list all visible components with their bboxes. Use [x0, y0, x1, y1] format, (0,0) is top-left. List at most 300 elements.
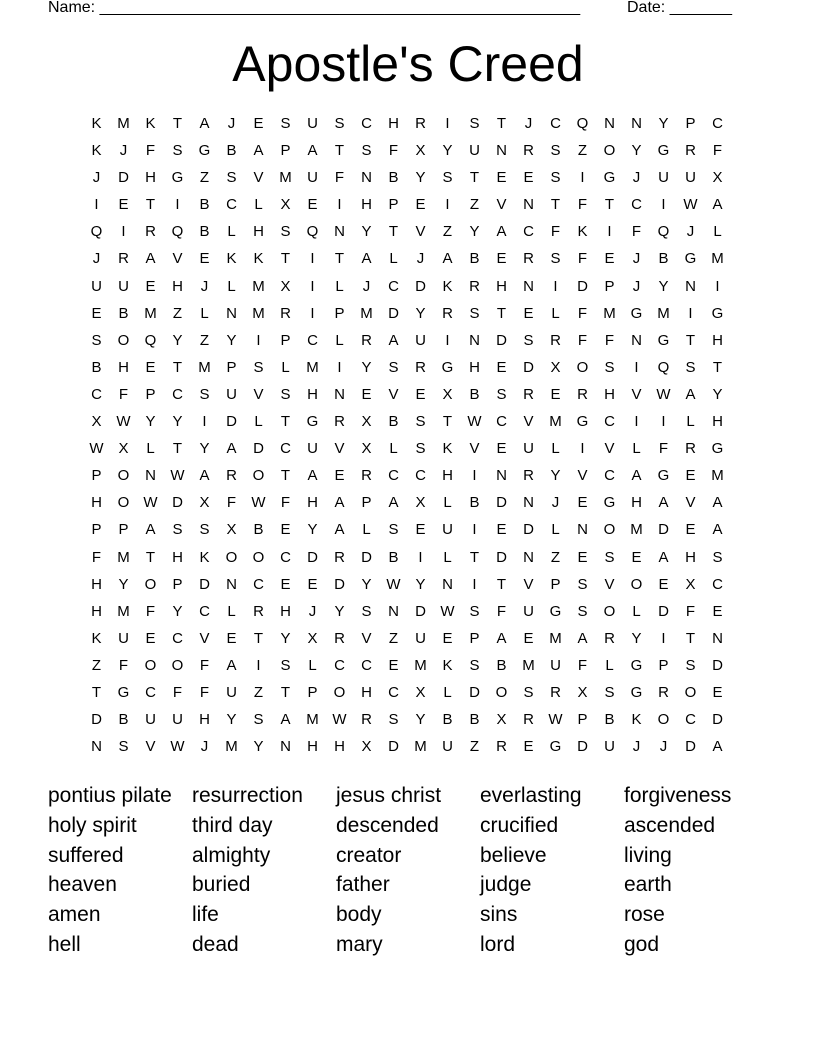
grid-letter[interactable]: E: [280, 575, 291, 593]
grid-letter[interactable]: P: [334, 304, 345, 322]
grid-letter[interactable]: R: [577, 385, 588, 403]
grid-letter[interactable]: R: [685, 440, 696, 458]
grid-letter[interactable]: S: [550, 142, 561, 160]
grid-letter[interactable]: I: [715, 277, 720, 295]
grid-letter[interactable]: X: [577, 683, 588, 701]
grid-letter[interactable]: K: [631, 711, 642, 729]
grid-letter[interactable]: K: [199, 548, 210, 566]
grid-letter[interactable]: I: [202, 413, 207, 431]
grid-letter[interactable]: W: [683, 196, 698, 214]
grid-letter[interactable]: E: [685, 467, 696, 485]
grid-letter[interactable]: Y: [550, 467, 561, 485]
grid-letter[interactable]: F: [226, 494, 237, 512]
grid-letter[interactable]: K: [577, 223, 588, 241]
grid-letter[interactable]: S: [334, 115, 345, 132]
grid-letter[interactable]: A: [307, 142, 318, 160]
grid-letter[interactable]: X: [199, 494, 210, 512]
grid-letter[interactable]: P: [388, 196, 399, 214]
grid-letter[interactable]: A: [226, 440, 237, 458]
grid-letter[interactable]: F: [577, 304, 588, 322]
grid-letter[interactable]: S: [172, 142, 183, 160]
grid-letter[interactable]: N: [631, 115, 642, 132]
grid-letter[interactable]: D: [523, 521, 534, 539]
grid-letter[interactable]: Y: [280, 629, 291, 647]
grid-letter[interactable]: N: [523, 277, 534, 295]
grid-letter[interactable]: O: [117, 467, 130, 485]
grid-letter[interactable]: T: [388, 223, 399, 241]
grid-letter[interactable]: W: [89, 440, 104, 458]
grid-letter[interactable]: R: [415, 115, 426, 132]
grid-letter[interactable]: I: [661, 196, 666, 214]
grid-letter[interactable]: S: [388, 711, 399, 729]
grid-letter[interactable]: C: [550, 115, 561, 132]
grid-letter[interactable]: X: [442, 385, 453, 403]
grid-letter[interactable]: S: [685, 358, 696, 376]
grid-letter[interactable]: X: [685, 575, 696, 593]
grid-letter[interactable]: F: [199, 683, 210, 701]
grid-letter[interactable]: K: [442, 656, 453, 674]
grid-letter[interactable]: R: [550, 331, 561, 349]
grid-letter[interactable]: S: [604, 548, 615, 566]
grid-letter[interactable]: W: [251, 494, 266, 512]
grid-letter[interactable]: I: [661, 629, 666, 647]
grid-letter[interactable]: E: [415, 385, 426, 403]
grid-letter[interactable]: G: [603, 494, 616, 512]
grid-letter[interactable]: U: [307, 115, 318, 132]
grid-letter[interactable]: E: [145, 358, 156, 376]
grid-letter[interactable]: Z: [442, 223, 453, 241]
grid-letter[interactable]: V: [334, 440, 345, 458]
grid-letter[interactable]: R: [469, 277, 480, 295]
grid-letter[interactable]: M: [522, 656, 535, 674]
grid-letter[interactable]: C: [496, 413, 507, 431]
grid-letter[interactable]: M: [711, 250, 724, 268]
grid-letter[interactable]: X: [226, 521, 237, 539]
grid-letter[interactable]: I: [472, 467, 477, 485]
grid-letter[interactable]: R: [523, 250, 534, 268]
grid-letter[interactable]: B: [388, 413, 399, 431]
grid-letter[interactable]: L: [686, 413, 695, 431]
grid-letter[interactable]: P: [577, 711, 588, 729]
grid-letter[interactable]: Z: [172, 304, 183, 322]
grid-letter[interactable]: C: [388, 277, 399, 295]
grid-letter[interactable]: U: [307, 440, 318, 458]
grid-letter[interactable]: T: [280, 467, 291, 485]
grid-letter[interactable]: A: [631, 467, 642, 485]
grid-letter[interactable]: M: [198, 358, 211, 376]
grid-letter[interactable]: S: [577, 575, 588, 593]
grid-letter[interactable]: L: [551, 304, 560, 322]
grid-letter[interactable]: T: [712, 358, 723, 376]
grid-letter[interactable]: L: [335, 331, 344, 349]
grid-letter[interactable]: E: [604, 250, 615, 268]
grid-letter[interactable]: F: [631, 223, 642, 241]
grid-letter[interactable]: J: [200, 277, 209, 295]
grid-letter[interactable]: S: [91, 331, 102, 349]
grid-letter[interactable]: E: [226, 629, 237, 647]
grid-letter[interactable]: D: [523, 358, 534, 376]
grid-letter[interactable]: Y: [172, 602, 183, 620]
grid-letter[interactable]: A: [307, 467, 318, 485]
grid-letter[interactable]: R: [361, 467, 372, 485]
grid-letter[interactable]: T: [145, 548, 156, 566]
grid-letter[interactable]: P: [226, 358, 237, 376]
grid-letter[interactable]: I: [553, 277, 558, 295]
grid-letter[interactable]: H: [91, 494, 102, 512]
grid-letter[interactable]: O: [630, 575, 643, 593]
grid-letter[interactable]: H: [307, 738, 318, 756]
grid-letter[interactable]: M: [252, 304, 265, 322]
grid-letter[interactable]: B: [469, 385, 480, 403]
grid-letter[interactable]: F: [280, 494, 291, 512]
grid-letter[interactable]: T: [253, 629, 264, 647]
grid-letter[interactable]: L: [254, 196, 263, 214]
grid-letter[interactable]: S: [604, 358, 615, 376]
grid-letter[interactable]: L: [551, 440, 560, 458]
grid-letter[interactable]: H: [712, 331, 723, 349]
grid-letter[interactable]: Y: [658, 277, 669, 295]
grid-letter[interactable]: N: [334, 223, 345, 241]
grid-letter[interactable]: H: [334, 738, 345, 756]
grid-letter[interactable]: W: [170, 467, 185, 485]
grid-letter[interactable]: H: [199, 711, 210, 729]
grid-letter[interactable]: M: [603, 304, 616, 322]
grid-letter[interactable]: J: [632, 250, 641, 268]
grid-letter[interactable]: U: [118, 629, 129, 647]
grid-letter[interactable]: U: [523, 440, 534, 458]
grid-letter[interactable]: S: [226, 169, 237, 187]
grid-letter[interactable]: L: [443, 548, 452, 566]
grid-letter[interactable]: M: [306, 358, 319, 376]
grid-letter[interactable]: F: [91, 548, 102, 566]
grid-letter[interactable]: C: [253, 575, 264, 593]
grid-letter[interactable]: I: [94, 196, 99, 214]
grid-letter[interactable]: C: [226, 196, 237, 214]
grid-letter[interactable]: V: [469, 440, 480, 458]
grid-letter[interactable]: X: [415, 683, 426, 701]
grid-letter[interactable]: D: [388, 738, 399, 756]
grid-letter[interactable]: T: [280, 250, 291, 268]
grid-letter[interactable]: I: [688, 304, 693, 322]
grid-letter[interactable]: T: [469, 169, 480, 187]
grid-letter[interactable]: R: [658, 683, 669, 701]
grid-letter[interactable]: D: [172, 494, 183, 512]
grid-letter[interactable]: E: [658, 575, 669, 593]
grid-letter[interactable]: H: [172, 548, 183, 566]
grid-letter[interactable]: D: [496, 548, 507, 566]
grid-letter[interactable]: E: [577, 494, 588, 512]
grid-letter[interactable]: Y: [415, 169, 426, 187]
grid-letter[interactable]: I: [310, 250, 315, 268]
grid-letter[interactable]: Y: [442, 142, 453, 160]
grid-letter[interactable]: S: [253, 358, 264, 376]
grid-letter[interactable]: Y: [469, 223, 480, 241]
grid-letter[interactable]: M: [306, 711, 319, 729]
grid-letter[interactable]: P: [280, 142, 291, 160]
grid-letter[interactable]: Y: [361, 358, 372, 376]
grid-letter[interactable]: W: [116, 413, 131, 431]
grid-letter[interactable]: A: [199, 467, 210, 485]
grid-letter[interactable]: C: [172, 629, 183, 647]
grid-letter[interactable]: B: [469, 250, 480, 268]
grid-letter[interactable]: J: [119, 142, 128, 160]
grid-letter[interactable]: A: [388, 331, 399, 349]
grid-letter[interactable]: D: [685, 738, 696, 756]
grid-letter[interactable]: N: [334, 385, 345, 403]
grid-letter[interactable]: G: [171, 169, 184, 187]
grid-letter[interactable]: Z: [253, 683, 264, 701]
grid-letter[interactable]: J: [308, 602, 317, 620]
grid-letter[interactable]: V: [253, 385, 264, 403]
grid-letter[interactable]: F: [118, 385, 129, 403]
grid-letter[interactable]: H: [91, 575, 102, 593]
grid-letter[interactable]: T: [334, 250, 345, 268]
grid-letter[interactable]: J: [632, 169, 641, 187]
grid-letter[interactable]: V: [388, 385, 399, 403]
grid-letter[interactable]: E: [361, 385, 372, 403]
grid-letter[interactable]: R: [523, 467, 534, 485]
grid-letter[interactable]: E: [415, 521, 426, 539]
grid-letter[interactable]: R: [226, 467, 237, 485]
grid-letter[interactable]: D: [469, 683, 480, 701]
grid-letter[interactable]: S: [388, 521, 399, 539]
grid-letter[interactable]: B: [469, 711, 480, 729]
grid-letter[interactable]: H: [118, 358, 129, 376]
grid-letter[interactable]: E: [523, 629, 534, 647]
grid-letter[interactable]: T: [280, 413, 291, 431]
grid-letter[interactable]: E: [91, 304, 102, 322]
grid-letter[interactable]: X: [307, 629, 318, 647]
grid-letter[interactable]: H: [280, 602, 291, 620]
grid-letter[interactable]: I: [445, 196, 450, 214]
grid-letter[interactable]: L: [389, 250, 398, 268]
grid-letter[interactable]: R: [523, 711, 534, 729]
grid-letter[interactable]: O: [333, 683, 346, 701]
grid-letter[interactable]: C: [712, 115, 723, 132]
grid-letter[interactable]: A: [145, 250, 156, 268]
grid-letter[interactable]: G: [549, 602, 562, 620]
grid-letter[interactable]: W: [332, 711, 347, 729]
grid-letter[interactable]: U: [415, 331, 426, 349]
grid-letter[interactable]: W: [440, 602, 455, 620]
grid-letter[interactable]: P: [361, 494, 372, 512]
grid-letter[interactable]: P: [91, 521, 102, 539]
grid-letter[interactable]: A: [712, 738, 723, 756]
grid-letter[interactable]: L: [335, 277, 344, 295]
grid-letter[interactable]: A: [334, 494, 345, 512]
grid-letter[interactable]: Y: [226, 331, 237, 349]
grid-letter[interactable]: R: [253, 602, 264, 620]
grid-letter[interactable]: Z: [469, 738, 480, 756]
grid-letter[interactable]: I: [580, 169, 585, 187]
grid-letter[interactable]: G: [117, 683, 130, 701]
grid-letter[interactable]: S: [712, 548, 723, 566]
grid-letter[interactable]: T: [685, 331, 696, 349]
grid-letter[interactable]: M: [657, 304, 670, 322]
grid-letter[interactable]: D: [307, 548, 318, 566]
grid-letter[interactable]: B: [199, 223, 210, 241]
grid-letter[interactable]: J: [659, 738, 668, 756]
grid-letter[interactable]: I: [337, 196, 342, 214]
grid-letter[interactable]: P: [604, 277, 615, 295]
grid-letter[interactable]: E: [118, 196, 129, 214]
grid-letter[interactable]: C: [604, 467, 615, 485]
grid-letter[interactable]: O: [225, 548, 238, 566]
grid-letter[interactable]: J: [92, 250, 101, 268]
grid-letter[interactable]: V: [361, 629, 372, 647]
grid-letter[interactable]: I: [472, 575, 477, 593]
grid-letter[interactable]: F: [496, 602, 507, 620]
grid-letter[interactable]: S: [469, 115, 480, 132]
grid-letter[interactable]: O: [495, 683, 508, 701]
grid-letter[interactable]: D: [577, 738, 588, 756]
grid-letter[interactable]: B: [469, 494, 480, 512]
grid-letter[interactable]: M: [549, 629, 562, 647]
grid-letter[interactable]: D: [226, 413, 237, 431]
grid-letter[interactable]: Q: [657, 358, 670, 376]
grid-letter[interactable]: G: [306, 413, 319, 431]
grid-letter[interactable]: N: [496, 142, 507, 160]
grid-letter[interactable]: V: [145, 738, 156, 756]
grid-letter[interactable]: Z: [577, 142, 588, 160]
grid-letter[interactable]: N: [469, 331, 480, 349]
grid-letter[interactable]: M: [252, 277, 265, 295]
grid-letter[interactable]: O: [252, 548, 265, 566]
grid-letter[interactable]: A: [388, 494, 399, 512]
grid-letter[interactable]: U: [550, 656, 561, 674]
grid-letter[interactable]: R: [685, 142, 696, 160]
grid-letter[interactable]: S: [280, 223, 291, 241]
grid-letter[interactable]: S: [550, 250, 561, 268]
grid-letter[interactable]: F: [577, 250, 588, 268]
grid-letter[interactable]: M: [144, 304, 157, 322]
grid-letter[interactable]: A: [658, 548, 669, 566]
grid-letter[interactable]: L: [632, 602, 641, 620]
grid-letter[interactable]: N: [604, 115, 615, 132]
grid-letter[interactable]: E: [442, 629, 453, 647]
grid-letter[interactable]: Y: [415, 575, 426, 593]
grid-letter[interactable]: X: [415, 142, 426, 160]
grid-letter[interactable]: I: [337, 358, 342, 376]
grid-letter[interactable]: J: [632, 738, 641, 756]
grid-letter[interactable]: R: [334, 413, 345, 431]
grid-letter[interactable]: S: [496, 385, 507, 403]
grid-letter[interactable]: V: [253, 169, 264, 187]
grid-letter[interactable]: D: [388, 304, 399, 322]
grid-letter[interactable]: E: [415, 196, 426, 214]
grid-letter[interactable]: Z: [199, 331, 210, 349]
grid-letter[interactable]: L: [389, 440, 398, 458]
grid-letter[interactable]: G: [657, 331, 670, 349]
grid-letter[interactable]: N: [442, 575, 453, 593]
grid-letter[interactable]: S: [523, 331, 534, 349]
grid-letter[interactable]: S: [604, 683, 615, 701]
grid-letter[interactable]: M: [225, 738, 238, 756]
grid-letter[interactable]: S: [469, 304, 480, 322]
grid-letter[interactable]: Q: [306, 223, 319, 241]
grid-letter[interactable]: R: [334, 548, 345, 566]
grid-letter[interactable]: U: [172, 711, 183, 729]
grid-letter[interactable]: H: [361, 683, 372, 701]
grid-letter[interactable]: H: [442, 467, 453, 485]
grid-letter[interactable]: I: [175, 196, 180, 214]
name-field-label[interactable]: Name: ______________________________________________________: [48, 0, 581, 16]
grid-letter[interactable]: Y: [172, 413, 183, 431]
grid-letter[interactable]: R: [604, 629, 615, 647]
grid-letter[interactable]: U: [226, 385, 237, 403]
grid-letter[interactable]: D: [658, 602, 669, 620]
grid-letter[interactable]: Y: [334, 602, 345, 620]
grid-letter[interactable]: G: [198, 142, 211, 160]
grid-letter[interactable]: D: [91, 711, 102, 729]
grid-letter[interactable]: D: [253, 440, 264, 458]
grid-letter[interactable]: C: [712, 575, 723, 593]
grid-letter[interactable]: B: [118, 304, 129, 322]
grid-letter[interactable]: S: [280, 385, 291, 403]
grid-letter[interactable]: V: [496, 196, 507, 214]
grid-letter[interactable]: F: [334, 169, 345, 187]
grid-letter[interactable]: Z: [388, 629, 399, 647]
grid-letter[interactable]: A: [712, 521, 723, 539]
grid-letter[interactable]: Y: [415, 304, 426, 322]
grid-letter[interactable]: U: [604, 738, 615, 756]
grid-letter[interactable]: U: [118, 277, 129, 295]
grid-letter[interactable]: V: [604, 440, 615, 458]
grid-letter[interactable]: E: [253, 115, 264, 132]
grid-letter[interactable]: X: [712, 169, 723, 187]
grid-letter[interactable]: E: [280, 521, 291, 539]
grid-letter[interactable]: D: [577, 277, 588, 295]
grid-letter[interactable]: F: [550, 223, 561, 241]
grid-letter[interactable]: E: [712, 602, 723, 620]
grid-letter[interactable]: H: [712, 413, 723, 431]
grid-letter[interactable]: A: [253, 142, 264, 160]
grid-letter[interactable]: L: [632, 440, 641, 458]
grid-letter[interactable]: F: [577, 331, 588, 349]
grid-letter[interactable]: N: [631, 331, 642, 349]
grid-letter[interactable]: S: [469, 602, 480, 620]
grid-letter[interactable]: B: [442, 711, 453, 729]
grid-letter[interactable]: B: [604, 711, 615, 729]
grid-letter[interactable]: N: [712, 629, 723, 647]
grid-letter[interactable]: L: [227, 277, 236, 295]
grid-letter[interactable]: C: [91, 385, 102, 403]
grid-letter[interactable]: V: [199, 629, 210, 647]
grid-letter[interactable]: H: [685, 548, 696, 566]
grid-letter[interactable]: S: [199, 385, 210, 403]
grid-letter[interactable]: I: [121, 223, 126, 241]
grid-letter[interactable]: H: [253, 223, 264, 241]
grid-letter[interactable]: Y: [658, 115, 669, 132]
grid-letter[interactable]: M: [117, 602, 130, 620]
grid-letter[interactable]: E: [145, 277, 156, 295]
grid-letter[interactable]: J: [416, 250, 425, 268]
grid-letter[interactable]: E: [550, 385, 561, 403]
grid-letter[interactable]: S: [118, 738, 129, 756]
grid-letter[interactable]: D: [415, 277, 426, 295]
grid-letter[interactable]: A: [361, 250, 372, 268]
grid-letter[interactable]: M: [414, 656, 427, 674]
grid-letter[interactable]: C: [199, 602, 210, 620]
grid-letter[interactable]: V: [604, 575, 615, 593]
grid-letter[interactable]: O: [144, 656, 157, 674]
grid-letter[interactable]: G: [657, 467, 670, 485]
grid-letter[interactable]: M: [711, 467, 724, 485]
grid-letter[interactable]: E: [199, 250, 210, 268]
grid-letter[interactable]: F: [145, 602, 156, 620]
grid-letter[interactable]: G: [711, 440, 724, 458]
grid-letter[interactable]: K: [226, 250, 237, 268]
